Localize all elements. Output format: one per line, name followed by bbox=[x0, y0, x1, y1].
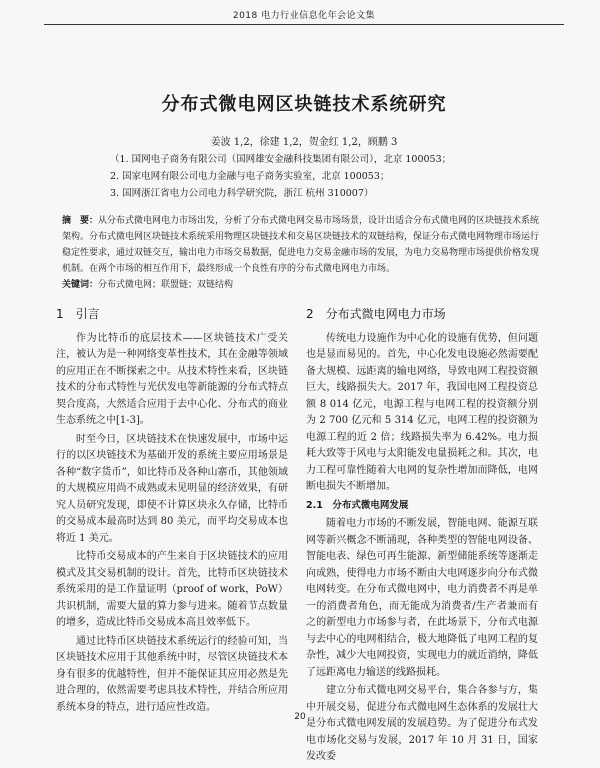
running-header: 2018 电力行业信息化年会论文集 bbox=[44, 8, 564, 25]
keywords-text: 分布式微电网；联盟链；双链结构 bbox=[98, 280, 234, 290]
paragraph: 通过比特币区块链技术系统运行的经验可知，当区块链技术应用于其他系统中时，尽管区块链技术本身有很多的优越特性，但并不能保证其应用必然是先进合理的，依然需要考虑具技术特性，并结合所应用系统本身的特点，进行适应性改造。 bbox=[56, 635, 288, 713]
paragraph: 比特币交易成本的产生来自于区块链技术的应用模式及其交易机制的设计。首先，比特币区块链技术系统采用的是工作量证明（proof of work，PoW）共识机制，需要大量的算力参与进来。随着节点数量的增多，造成比特币交易成本高且效率低下。 bbox=[56, 551, 288, 628]
affiliations bbox=[110, 151, 550, 202]
affiliation-1: （1. 国网电子商务有限公司（国网雄安金融科技集团有限公司），北京 100053； bbox=[110, 154, 452, 165]
paragraph: 随着电力市场的不断发展，智能电网、能源互联网等新兴概念不断涌现，各种类型的智能电网设备、智能电表、绿色可再生能源、新型储能系统等逐渐走向成熟，使得电力市场不断由大电网逐步向分布式微电网转变。在分布式微电网中，电力消费者不再是单一的消费者角色，而无能成为消费者/生产者兼而有之的新型电力市场参与者，在此场景下，分布式电源与去中心的电网相结合，极大地降低了电网工程的复杂性，减少大电网投资，实现电力的就近消纳，降低了远距离电力输送的线路损耗。 bbox=[306, 518, 538, 678]
paragraph: 作为比特币的底层技术——区块链技术广受关注，被认为是一种网络变革性技术，其在金融等领域的应用正在不断探索之中。从技术特性来看，区块链技术的分布式特性与光伏发电等新能源的分布式特点契合度高，大然适合应用于去中心化、分布式的商业生态系统之中[1-3]。 bbox=[56, 332, 288, 426]
paper-authors: 姜波 1,2，徐建 1,2，贺金红 1,2，顾鹏 3 bbox=[210, 137, 398, 148]
affiliation-2: 2. 国家电网有限公司电力金融与电子商务实验室，北京 100053； bbox=[110, 171, 390, 182]
section-1-heading: 1 引言 bbox=[56, 307, 100, 321]
affiliation-3: 3. 国网浙江省电力公司电力科学研究院，浙江 杭州 310007） bbox=[110, 188, 374, 199]
paragraph: 时至今日，区块链技术在快速发展中，市场中运行的以区块链技术为基础开发的系统主要应用场景是各种“数字货币”，如比特币及各种山寨币，其他领域的大规模应用尚不成熟或未见明显的经济效果，有研究人员研究发现，即使不计算区块永久存储，比特币的交易成本最高时达到 80 美元，而平均交易成本也将近 1 美元。 bbox=[56, 433, 288, 544]
subsection-2-1-heading: 2.1 分布式微电网发展 bbox=[306, 499, 409, 511]
paragraph: 建立分布式微电网交易平台，集合各参与方，集中开展交易，促进分布式微电网生态体系的发展壮大是分布式微电网发展的发展趋势。为了促进分布式发电市场化交易与发展，2017 年 10 月 31 日，国家发改委 bbox=[306, 685, 538, 762]
paragraph: 传统电力设施作为中心化的设施有优势，但问题也是显而易见的。首先，中心化发电设施必然需要配备大规模、远距离的输电网络，导致电网工程投资额巨大，线路损失大。2017 年，我国电网工程投资总额 8 014 亿元，电源工程与电网工程的投资额分别为 2 700 亿元和 5 314 亿元，电网工程的投资额为电源工程的近 2 倍；线路损失率为 6.42%。电力损耗大致等于风电与太阳能发电量损耗之和。其次，电力工程可靠性随着大电网的复杂性增加而降低，电网断电损失不断增加。 bbox=[306, 332, 538, 492]
section-2-heading: 2 分布式微电网电力市场 bbox=[306, 307, 446, 321]
left-column bbox=[56, 306, 288, 718]
abstract bbox=[62, 213, 546, 293]
keywords-label: 关键词： bbox=[62, 280, 99, 290]
abstract-text: 从分布式微电网电力市场出发，分析了分布式微电网交易市场场景，设计出适合分布式微电网的区块链技术系统架构。分布式微电网区块链技术系统采用物理区块链技术和交易区块链技术的双链结构，保证分布式微电网物理市场运行稳定性要求，通过双链交互，输出电力市场交易数据，促进电力交易金融市场的发展，为电力交易物理市场提供价格发现机制。在两个市场的相互作用下，最终形成一个良性有序的分布式微电网电力市场。 bbox=[62, 216, 540, 274]
page-number: 20 bbox=[294, 712, 306, 722]
right-column bbox=[306, 306, 538, 768]
paper-title: 分布式微电网区块链技术系统研究 bbox=[161, 94, 447, 115]
abstract-label: 摘 要： bbox=[62, 216, 99, 226]
